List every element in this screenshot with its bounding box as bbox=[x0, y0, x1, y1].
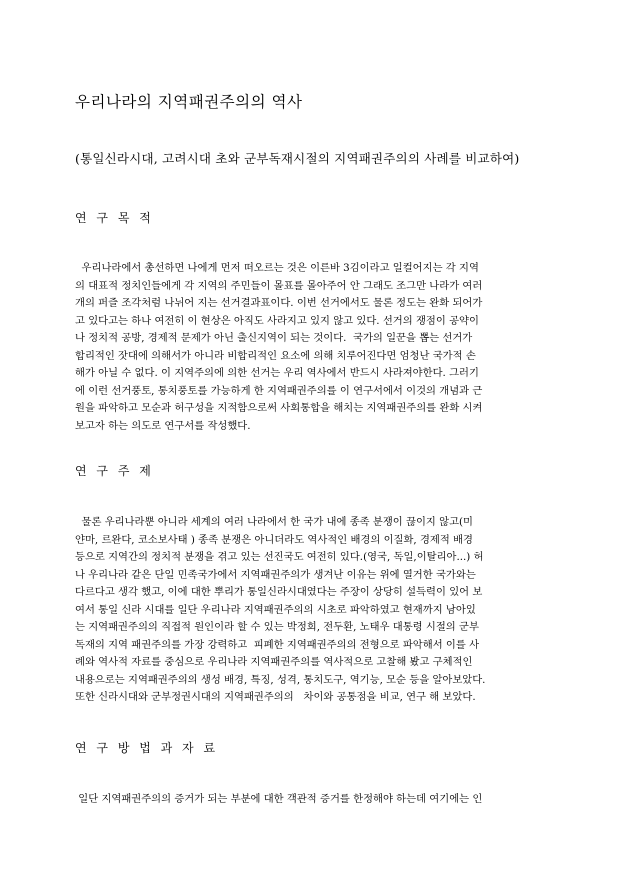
document-subtitle: (통일신라시대, 고려시대 초와 군부독재시절의 지역패권주의의 사례를 비교하여) bbox=[75, 151, 520, 166]
paragraph-line: 다르다고 생각 했고, 이에 대한 뿌리가 통일신라시대였다는 주장이 상당히 설득력이 있어 보 bbox=[75, 586, 483, 598]
paragraph-line: 례와 역사적 자료를 중심으로 우리나라 지역패권주의를 역사적으로 고찰해 봤고 구체적인 bbox=[75, 656, 473, 668]
paragraph-line: 고 있다고는 하나 여전히 이 현상은 아직도 사라지고 있지 않고 있다. 선거의 쟁점이 공약이 bbox=[75, 314, 479, 327]
paragraph-line: 일단 지역패권주의의 증거가 되는 부분에 대한 객관적 증거를 한정해야 하는데 여기에는 인 bbox=[75, 793, 483, 805]
paragraph-line: 는 지역패권주의의 직접적 원인이라 할 수 있는 박정희, 전두환, 노태우 대통령 시절의 군부 bbox=[75, 621, 479, 633]
paragraph-line: 등으로 지역간의 정치적 분쟁을 겪고 있는 선진국도 여전히 있다.(영국, 독일,이탈리아...) 허 bbox=[75, 551, 484, 563]
paragraph-line: 에 이런 선거풍토, 통치풍토를 가능하게 한 지역패권주의를 이 연구서에서 이것의 개념과 근 bbox=[75, 384, 483, 397]
document-title: 우리나라의 지역패권주의의 역사 bbox=[75, 93, 303, 111]
paragraph-line: 여서 통일 신라 시대를 일단 우리나라 지역패권주의의 시초로 파악하였고 현재까지 남아있 bbox=[75, 603, 476, 616]
paragraph-line: 보고자 하는 의도로 연구서를 작성했다. bbox=[75, 419, 251, 432]
paragraph-line: 독재의 지역 패권주의를 가장 강력하고 피폐한 지역패권주의의 전형으로 파악해서 이를 사 bbox=[75, 638, 480, 651]
paragraph-line: 나 정치적 공방, 경제적 문제가 아닌 출신지역이 되는 것이다. 국가의 일꾼을 뽑는 선거가 bbox=[75, 332, 473, 344]
paragraph-line: 얀마, 르완다, 코소보사태 ) 종족 분쟁은 아니더라도 역사적인 배경의 이질화, 경제적 배경 bbox=[75, 533, 473, 546]
paragraph-line: 또한 신라시대와 군부정권시대의 지역패권주의의 차이와 공통점을 비교, 연구 해 보았다. bbox=[75, 691, 476, 703]
paragraph-line: 내용으로는 지역패권주의의 생성 배경, 특징, 성격, 통치도구, 역기능, 모순 등을 알아보았다. bbox=[75, 673, 486, 686]
section-heading-method: 연 구 방 법 과 자 료 bbox=[75, 741, 219, 755]
paragraph-line: 개의 퍼즐 조각처럼 나뉘어 지는 선거결과표이다. 이번 선거에서도 물론 정도는 완화 되어가 bbox=[75, 297, 483, 309]
section-heading-purpose: 연 구 목 적 bbox=[75, 211, 154, 225]
paragraph-line: 나 우리나라 같은 단일 민족국가에서 지역패권주의가 생겨난 이유는 위에 열거한 국가와는 bbox=[75, 568, 476, 581]
section-body-method bbox=[75, 791, 553, 809]
section-body-purpose bbox=[75, 260, 553, 435]
paragraph-line: 해가 아닐 수 없다. 이 지역주의에 의한 선거는 우리 역사에서 반드시 사라져야한다. 그러기 bbox=[75, 367, 479, 379]
paragraph-line: 원을 파악하고 모순과 허구성을 지적함으로써 사회통합을 해치는 지역패권주의를 완화 시켜 bbox=[75, 402, 483, 414]
paragraph-line: 우리나라에서 총선하면 나에게 먼저 떠오르는 것은 이른바 3김이라고 일컬어지는 각 지역 bbox=[75, 262, 479, 274]
paragraph-line: 의 대표적 정치인들에게 각 지역의 주민들이 몰표를 몰아주어 안 그래도 조그만 나라가 여러 bbox=[75, 279, 483, 292]
section-body-topic bbox=[75, 514, 553, 707]
section-heading-topic: 연 구 주 제 bbox=[75, 464, 154, 478]
paragraph-line: 합리적인 잣대에 의해서가 아니라 비합리적인 요소에 의해 치루어진다면 엄청난 국가적 손 bbox=[75, 349, 476, 362]
paragraph-line: 물론 우리나라뿐 아니라 세계의 여러 나라에서 한 국가 내에 종족 분쟁이 끊이지 않고(미 bbox=[75, 516, 473, 528]
